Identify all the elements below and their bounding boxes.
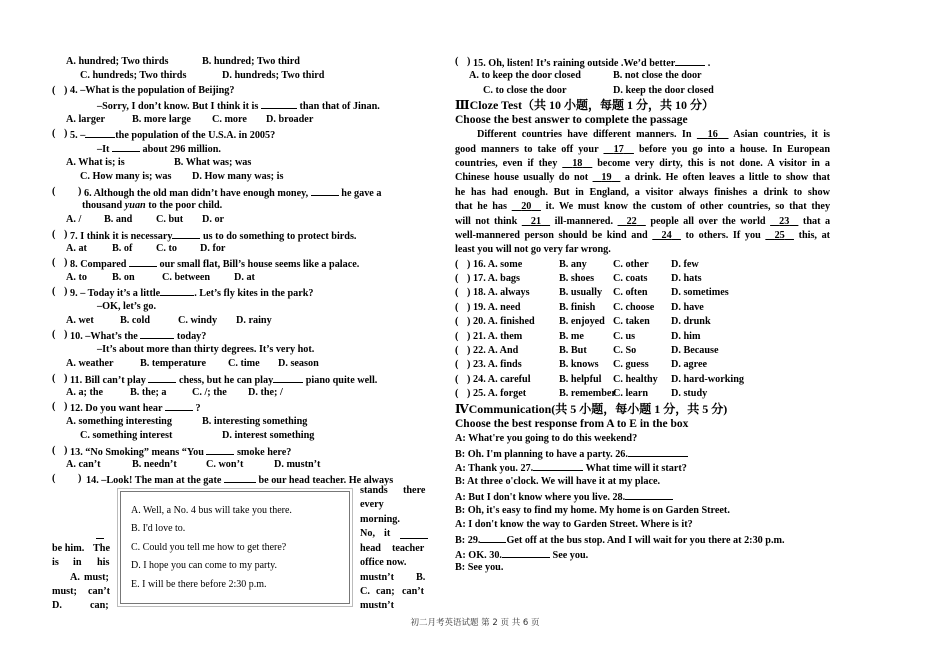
box-option-d: D. I hope you can come to my party. (131, 560, 277, 571)
cloze-option: C. learn (613, 388, 649, 400)
cloze-option-row: ( ) 20. A. finished B. enjoyed C. taken D. drunk (455, 315, 830, 329)
cloze-option: D. hats (671, 273, 702, 285)
box-option-c: C. Could you tell me how to get there? (131, 542, 287, 553)
q5-options-row2 (52, 170, 428, 184)
answer-blank[interactable] (160, 285, 194, 296)
q9-options: A. wet B. cold C. windy D. rainy (66, 315, 272, 327)
q10-options: A. weather B. temperature C. time D. season (66, 358, 319, 370)
cloze-option: C. healthy (613, 373, 658, 385)
passage-line: will not think 21 ill-mannered. 22 people all over the world 23 that a (455, 215, 830, 227)
dialogue-line-9: A: OK. 30. See you. (455, 547, 830, 561)
q4-option-a: A. larger (66, 113, 106, 125)
q8-options: A. to B. on C. between D. at (66, 271, 255, 283)
section-3-subtitle: Choose the best answer to complete the passage (455, 114, 688, 127)
cloze-option: C. choose (613, 301, 655, 313)
cloze-option: 16. A. some (473, 258, 523, 270)
answer-blank-26[interactable] (628, 446, 688, 457)
cloze-blank-20[interactable]: 20 (521, 201, 532, 213)
q3-options-row1 (52, 55, 428, 69)
cloze-option: D. agree (671, 359, 708, 371)
q7-options: A. at B. of C. to D. for (66, 243, 226, 255)
cloze-blank-25[interactable]: 25 (774, 229, 785, 241)
answer-blank[interactable] (140, 328, 174, 339)
box-option-b: B. I'd love to. (131, 523, 186, 534)
cloze-option-row: ( ) 24. A. careful B. helpful C. healthy D. hard-working (455, 373, 830, 387)
q11-stem: ( ) 11. Bill can’t play chess, but he can play piano quite well. (52, 372, 378, 386)
q12-stem: ( ) 12. Do you want hear ? (52, 401, 201, 415)
dialogue-line-10: B: See you. (455, 562, 504, 574)
section-3-title: ⅢCloze Test（共 10 小题，每题 1 分，共 10 分） (455, 98, 714, 113)
q5-stem: ( ) 5. – the population of the U.S.A. in 2005? (52, 127, 276, 141)
cloze-option: 24. A. careful (473, 373, 531, 385)
answer-blank[interactable] (261, 98, 297, 109)
q6-options: A. / B. and C. but D. or (66, 214, 225, 226)
q15-stem: ( ) 15. Oh, listen! It’s raining outside .We’d better . (455, 56, 711, 69)
section-4-subtitle: Choose the best response from A to E in the box (455, 417, 689, 430)
cloze-option-row: ( ) 22. A. And B. But C. So D. Because (455, 344, 830, 358)
answer-blank[interactable] (311, 185, 339, 196)
passage-line: Chinese house usually do not 19 a drink. He often leaves a little to show that (455, 172, 830, 184)
q8-stem: ( ) 8. Compared our small flat, Bill’s house seems like a palace. (52, 257, 360, 271)
q15-options-row1: A. to keep the door closed B. not close the door (469, 70, 702, 82)
q4-option-d: D. broader (266, 113, 314, 125)
cloze-option-row: ( ) 18. A. always B. usually C. often D. sometimes (455, 286, 830, 300)
q15-options-row2: C. to close the door D. keep the door closed (483, 84, 714, 96)
dialogue-line-1: A: What're you going to do this weekend? (455, 432, 638, 444)
q12-options-row2: C. something interest D. interest something (80, 430, 315, 442)
q4-option-b: B. more large (132, 113, 191, 125)
cloze-option: C. So (613, 345, 637, 357)
cloze-blank-17[interactable]: 17 (613, 143, 624, 155)
cloze-option: D. Because (671, 345, 719, 357)
q13-stem: ( ) 13. “No Smoking” means “You smoke here? (52, 444, 292, 458)
passage-line: good manners to take off your 17 before you go into a house. In European (455, 143, 830, 155)
cloze-option: C. often (613, 287, 648, 299)
q4-reply: –Sorry, I don’t know. But I think it is than that of Jinan. (52, 98, 428, 112)
cloze-option: C. us (613, 330, 636, 342)
passage-line: that he has 20 it. We must know the custom of other countries, so that they (455, 201, 830, 213)
cloze-option: D. few (671, 258, 699, 270)
q3-options-row2 (52, 69, 428, 83)
cloze-option-row: ( ) 16. A. some B. any C. other D. few (455, 258, 830, 272)
passage-line: he has had enough. But in England, a visitor always finishes a drink to show (455, 186, 830, 198)
cloze-option: B. usually (559, 287, 603, 299)
cloze-option-row: ( ) 17. A. bags B. shoes C. coats D. hats (455, 272, 830, 286)
dialogue-line-3: A: Thank you. 27. What time will it start? (455, 460, 830, 474)
q12-options-row1: A. something interesting B. interesting something (66, 415, 308, 427)
q7-stem: ( ) 7. I think it is necessary us to do something to protect birds. (52, 228, 357, 242)
answer-blank[interactable] (165, 400, 193, 411)
right-column (455, 55, 830, 576)
q11-options: A. a; the B. the; a C. /; the D. the; / (66, 386, 283, 398)
answer-blank[interactable] (675, 55, 705, 66)
passage-line: least you will not go very far wrong. (455, 244, 611, 256)
cloze-blank-22[interactable]: 22 (626, 215, 637, 227)
cloze-blank-18[interactable]: 18 (572, 157, 583, 169)
q4-option-c: C. more (212, 113, 247, 125)
answer-blank[interactable] (206, 444, 234, 455)
dialogue-line-2: B: Oh. I'm planning to have a party. 26. (455, 446, 830, 460)
cloze-option: C. coats (613, 273, 648, 285)
cloze-option: B. any (559, 258, 587, 270)
cloze-option-row: ( ) 19. A. need B. finish C. choose D. have (455, 301, 830, 315)
q6-stem-line2: thousand yuan to the poor child. (82, 199, 223, 211)
page-footer: 初二月考英语试题 第 2 页 共 6 页 (410, 618, 540, 628)
dialogue-line-7: A: I don't know the way to Garden Street. Where is it? (455, 518, 693, 530)
cloze-option: B. helpful (559, 373, 602, 385)
q9-stem: ( ) 9. – Today it’s a little . Let’s fly kites in the park? (52, 286, 314, 300)
answer-blank[interactable] (273, 372, 303, 383)
cloze-option: B. knows (559, 359, 599, 371)
cloze-option: C. other (613, 258, 649, 270)
cloze-blank-19[interactable]: 19 (601, 172, 612, 184)
answer-blank[interactable] (148, 372, 176, 383)
left-column (52, 55, 428, 487)
q4-stem: ( ) 4. –What is the population of Beijing? (52, 84, 235, 96)
cloze-option: 21. A. them (473, 330, 523, 342)
q3-option-d: D. hundreds; Two third (222, 70, 325, 82)
cloze-option: 19. A. need (473, 301, 521, 313)
response-options-box (120, 491, 350, 604)
cloze-blank-16[interactable]: 16 (707, 129, 718, 141)
q5-options-row1 (52, 156, 428, 170)
cloze-option: 20. A. finished (473, 316, 535, 328)
q3-option-a: A. hundred; Two thirds (66, 56, 169, 67)
cloze-option: 22. A. And (473, 345, 519, 357)
q3-option-c: C. hundreds; Two thirds (80, 70, 187, 82)
cloze-option: B. finish (559, 301, 596, 313)
cloze-option: 23. A. finds (473, 359, 522, 371)
cloze-option: C. guess (613, 359, 649, 371)
cloze-option: C. taken (613, 316, 650, 328)
q5-option-d: D. How many was; is (192, 171, 284, 183)
cloze-option: B. remember (559, 388, 616, 400)
answer-blank[interactable] (96, 528, 104, 539)
cloze-blank-23[interactable]: 23 (779, 215, 790, 227)
cloze-option-row: ( ) 23. A. finds B. knows C. guess D. agree (455, 358, 830, 372)
cloze-blank-24[interactable]: 24 (661, 229, 672, 241)
answer-blank[interactable] (224, 472, 256, 483)
passage-line: well-mannered person should be kind and 24 to others. If you 25 this, at (455, 229, 830, 241)
q5-reply: –It about 296 million. (52, 141, 428, 155)
answer-blank[interactable] (85, 127, 115, 138)
answer-blank-29[interactable] (480, 532, 506, 543)
cloze-option: B. me (559, 330, 584, 342)
cloze-option: 18. A. always (473, 287, 530, 299)
answer-blank-28[interactable] (625, 489, 673, 500)
box-option-e: E. I will be there before 2:30 p.m. (131, 579, 267, 590)
cloze-option-row: ( ) 25. A. forget B. remember C. learn D. study (455, 387, 830, 401)
q5-option-c: C. How many is; was (80, 171, 172, 183)
answer-blank-30[interactable] (502, 547, 550, 558)
cloze-option: D. have (671, 301, 704, 313)
q6-stem: ( ) 6. Although the old man didn’t have enough money, he gave a (52, 185, 382, 199)
q10-stem: ( ) 10. –What’s the today? (52, 329, 207, 343)
cloze-option: D. study (671, 388, 708, 400)
q5-option-a: A. What is; is (66, 156, 125, 168)
answer-blank[interactable] (112, 141, 140, 152)
cloze-option: D. him (671, 330, 701, 342)
q13-options: A. can’t B. needn’t C. won’t D. mustn’t (66, 458, 321, 470)
dialogue-line-5: A: But I don't know where you live. 28. (455, 489, 830, 503)
dialogue-line-6: B: Oh, it's easy to find my home. My home is on Garden Street. (455, 504, 730, 516)
answer-blank[interactable] (172, 228, 200, 239)
cloze-option: 25. A. forget (473, 388, 527, 400)
cloze-option: B. enjoyed (559, 316, 605, 328)
cloze-option: D. sometimes (671, 287, 729, 299)
q4-options (52, 113, 428, 127)
cloze-option: D. drunk (671, 316, 711, 328)
cloze-options (455, 258, 830, 402)
passage-line: Different countries have different manners. In 16 Asian countries, it is (477, 129, 830, 141)
section-4-title: ⅣCommunication(共 5 小题，每小题 1 分，共 5 分) (455, 401, 728, 416)
cloze-blank-21[interactable]: 21 (530, 215, 542, 227)
answer-blank[interactable] (400, 528, 428, 539)
q9-reply: –OK, let’s go. (97, 300, 157, 312)
q3-option-b: B. hundred; Two third (202, 56, 300, 67)
q5-option-b: B. What was; was (174, 156, 252, 168)
answer-blank-27[interactable] (533, 460, 583, 471)
cloze-option: D. hard-working (671, 373, 745, 385)
q14-stem: ( ) 14. –Look! The man at the gate be our head teacher. He always (52, 473, 394, 487)
q10-reply: –It’s about more than thirty degrees. It’s very hot. (97, 343, 315, 355)
dialogue-line-8: B: 29. Get off at the bus stop. And I will wait for you there at 2:30 p.m. (455, 532, 830, 546)
cloze-option: B. But (559, 345, 587, 357)
cloze-option: 17. A. bags (473, 273, 520, 285)
dialogue-line-4: B: At three o'clock. We will have it at my place. (455, 475, 661, 487)
box-option-a: A. Well, a No. 4 bus will take you there. (131, 505, 292, 516)
cloze-option-row: ( ) 21. A. them B. me C. us D. him (455, 330, 830, 344)
passage-line: countries, even if they 18 become very dirty, this is not done. A visitor in a (455, 157, 830, 169)
answer-blank[interactable] (129, 256, 157, 267)
cloze-option: B. shoes (559, 273, 595, 285)
